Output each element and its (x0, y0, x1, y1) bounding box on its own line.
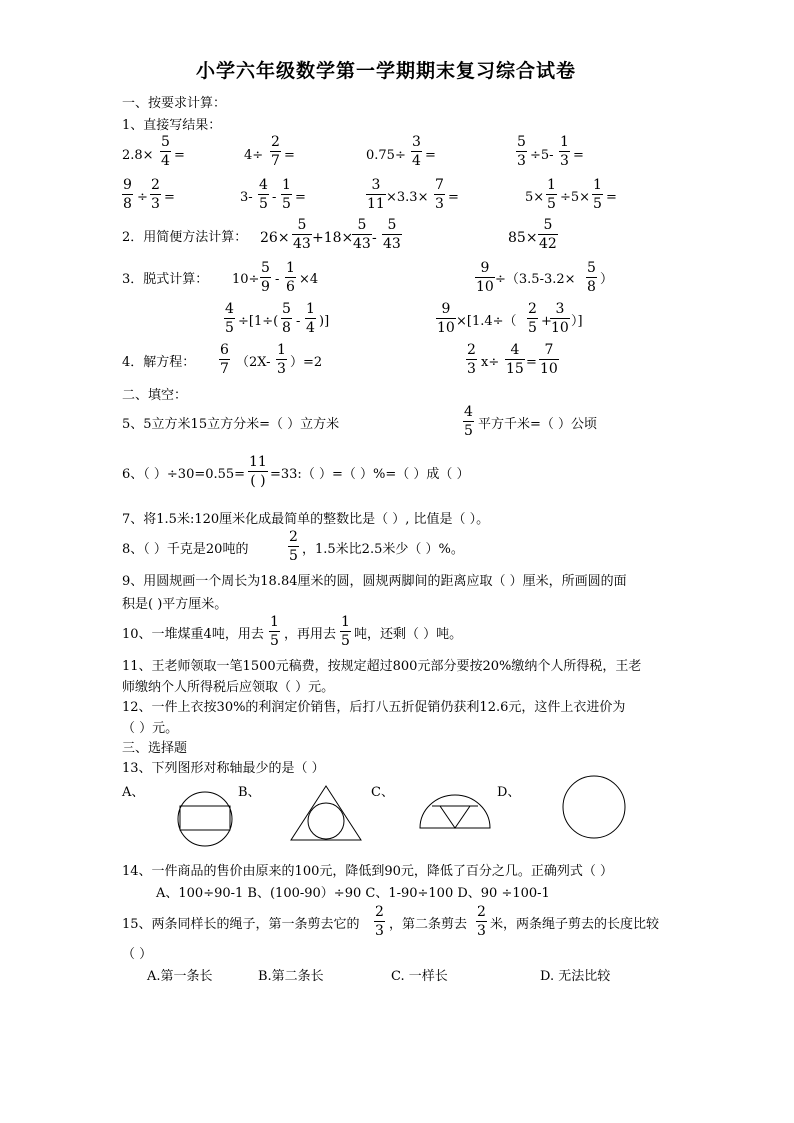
question-6b: =33:（ ）=（ ）%=（ ）成（ ） (270, 467, 470, 482)
fraction-1-3: 1 3 (277, 342, 286, 377)
fraction-6-7: 6 7 (220, 342, 229, 377)
question-9a: 9、用圆规画一个周长为18.84厘米的圆，圆规两脚间的距离应取（ ）厘米，所画圆的面 (122, 574, 627, 589)
question-15c: 米，两条绳子剪去的长度比较 (490, 917, 660, 932)
expr-text: = (448, 190, 459, 205)
expr-text: ÷[1÷( (238, 314, 279, 329)
expr-text: - (296, 314, 301, 329)
option-c: C. 一样长 (391, 969, 448, 984)
question-13: 13、下列图形对称轴最少的是（ ） (122, 761, 325, 776)
expr-text: ×3.3× (386, 190, 429, 205)
question-5a: 5、5立方米15立方分米=（ ）立方米 (122, 417, 340, 432)
expr-text: ÷ (137, 190, 148, 205)
option-b-label: B、 (238, 785, 261, 800)
expr-text: ÷（3.5-3.2× (495, 272, 576, 287)
expr-text: + (541, 314, 552, 329)
fraction-2-7: 2 7 (271, 134, 280, 169)
expr-text: = (425, 148, 436, 163)
option-a: A.第一条长 (147, 969, 213, 984)
figure-c-semicircle-triangle (418, 794, 492, 830)
expr-text: = (573, 148, 584, 163)
question-11b: 师缴纳个人所得税后应领取（ ）元。 (122, 680, 335, 695)
question-9b: 积是( )平方厘米。 (122, 597, 228, 612)
question-7: 7、将1.5米:120厘米化成最简单的整数比是（ ）, 比值是（ ）。 (122, 512, 490, 527)
question-8a: 8、（ ）千克是20吨的 (122, 542, 249, 557)
expr-text: )] (319, 314, 330, 329)
expr-text: 5× (525, 190, 545, 205)
question-6a: 6、（ ）÷30=0.55= (122, 467, 246, 482)
expr-text: = (295, 190, 306, 205)
expr-text: ） (600, 272, 614, 287)
fraction-5-3: 5 3 (517, 134, 526, 169)
fraction-3-10: 3 10 (551, 301, 569, 336)
option-c-label: C、 (371, 785, 394, 800)
fraction-1-3: 1 3 (560, 134, 569, 169)
expr-text: 85× (508, 230, 538, 246)
section-heading-1: 一、按要求计算： (122, 96, 227, 111)
question-15b: ，第二条剪去 (389, 917, 468, 932)
fraction-4-15: 4 15 (506, 342, 524, 377)
question-15d: （ ） (122, 947, 153, 962)
option-a-label: A、 (122, 785, 145, 800)
expr-text: +18× (312, 230, 354, 246)
question-10c: 吨，还剩（ ）吨。 (354, 627, 463, 642)
fraction-4-5: 4 5 (225, 301, 234, 336)
expr-text: - (372, 230, 377, 246)
fraction-1-5: 1 5 (270, 614, 279, 649)
question-14-options: A、100÷90-1 B、(100-90）÷90 C、1-90÷100 D、90 ÷100-1 (156, 886, 550, 901)
option-d: D. 无法比较 (540, 969, 611, 984)
question-3-label: 3．脱式计算： (122, 272, 209, 287)
question-5b: 平方千米=（ ）公顷 (478, 417, 598, 432)
question-10a: 10、一堆煤重4吨，用去 (122, 627, 264, 642)
expr-text: = (606, 190, 617, 205)
fraction-1-5: 1 5 (341, 614, 350, 649)
question-12a: 12、一件上衣按30%的利润定价销售，后打八五折促销仍获利12.6元，这件上衣进价为 (122, 700, 626, 715)
fraction-9-8: 9 8 (123, 177, 132, 212)
question-4-label: 4．解方程： (122, 355, 196, 370)
expr-text: ÷5- (530, 148, 554, 163)
question-2-label: 2．用简便方法计算： (122, 230, 248, 245)
expr-text: ÷5× (560, 190, 591, 205)
fraction-4-5: 4 5 (464, 404, 473, 439)
fraction-1-6: 1 6 (286, 260, 295, 295)
fraction-7-10: 7 10 (540, 342, 558, 377)
fraction-2-5: 2 5 (289, 529, 298, 564)
question-10b: ，再用去 (284, 627, 337, 642)
expr-text: = (284, 148, 295, 163)
question-14: 14、一件商品的售价由原来的100元，降低到90元，降低了百分之几。正确列式（ ） (122, 864, 614, 879)
expr-text: 26× (260, 230, 290, 246)
expr-text: ×4 (299, 272, 319, 287)
fraction-11-blank: 11 ( ) (249, 454, 267, 489)
figure-d-circle (561, 774, 627, 840)
fraction-5-4: 5 4 (161, 134, 170, 169)
fraction-1-5: 1 5 (282, 177, 291, 212)
fraction-5-9: 5 9 (261, 260, 270, 295)
fraction-2-3: 2 3 (151, 177, 160, 212)
expr-text: ）] (571, 314, 583, 329)
expr-text: 2.8× (122, 148, 154, 163)
expr-text: = (164, 190, 175, 205)
fraction-9-10: 9 10 (476, 260, 494, 295)
fraction-1-4: 1 4 (306, 301, 315, 336)
question-11a: 11、王老师领取一笔1500元稿费，按规定超过800元部分要按20%缴纳个人所得税，王老 (122, 659, 642, 674)
fraction-5-43: 5 43 (293, 217, 311, 252)
expr-text: - (275, 272, 280, 287)
question-8b: ，1.5米比2.5米少（ ）%。 (302, 542, 464, 557)
option-d-label: D、 (497, 785, 521, 800)
expr-text: （2X- (236, 355, 271, 370)
section-heading-2: 二、填空： (122, 388, 188, 403)
fraction-9-10: 9 10 (437, 301, 455, 336)
fraction-2-3: 2 3 (467, 342, 476, 377)
page-title: 小学六年级数学第一学期期末复习综合试卷 (196, 60, 577, 82)
fraction-1-5: 1 5 (593, 177, 602, 212)
expr-text: x÷ (481, 355, 500, 370)
expr-text: 4÷ (244, 148, 264, 163)
expr-text: ×[1.4÷（ (456, 314, 517, 329)
fraction-2-3: 2 3 (375, 904, 384, 939)
fraction-3-4: 3 4 (412, 134, 421, 169)
fraction-5-8: 5 8 (282, 301, 291, 336)
expr-text: = (174, 148, 185, 163)
expr-text: ）=2 (290, 355, 323, 370)
fraction-4-5: 4 5 (259, 177, 268, 212)
expr-text: 3- (240, 190, 253, 205)
question-1-label: 1、直接写结果： (122, 118, 222, 133)
fraction-5-8: 5 8 (587, 260, 596, 295)
question-12b: （ ）元。 (122, 721, 179, 736)
fraction-7-3: 7 3 (435, 177, 444, 212)
fraction-2-3: 2 3 (477, 904, 486, 939)
figure-b-triangle-circle (289, 784, 363, 842)
figure-a-circle-rectangle (172, 790, 238, 848)
option-b: B.第二条长 (258, 969, 324, 984)
fraction-5-42: 5 42 (539, 217, 557, 252)
fraction-3-11: 3 11 (367, 177, 385, 212)
question-15a: 15、两条同样长的绳子，第一条剪去它的 (122, 917, 360, 932)
fraction-1-5: 1 5 (547, 177, 556, 212)
fraction-5-43: 5 43 (353, 217, 371, 252)
expr-text: 0.75÷ (366, 148, 406, 163)
fraction-5-43: 5 43 (383, 217, 401, 252)
fraction-2-5: 2 5 (528, 301, 537, 336)
expr-text: 10÷ (232, 272, 260, 287)
section-heading-3: 三、选择题 (122, 741, 188, 756)
expr-text: - (272, 190, 277, 205)
expr-text: = (526, 355, 537, 370)
